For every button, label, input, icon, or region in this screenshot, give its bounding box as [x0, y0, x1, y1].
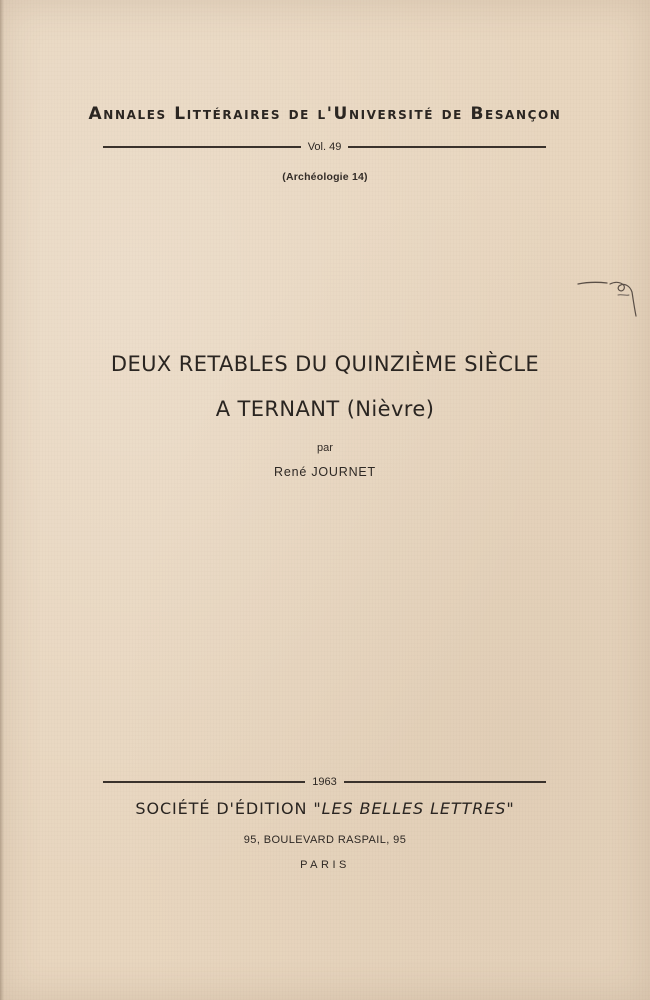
publisher-city: PARIS — [300, 859, 350, 871]
subseries-label: (Archéologie 14) — [282, 171, 368, 183]
title-place: A TERNANT — [215, 397, 340, 421]
author-name: René JOURNET — [274, 465, 376, 479]
publication-year: 1963 — [312, 776, 337, 788]
pencil-scribble-icon — [574, 278, 640, 322]
rule-line-right — [344, 781, 546, 783]
publisher-line — [0, 799, 650, 818]
title-region: (Nièvre) — [346, 397, 435, 421]
rule-line-left — [103, 146, 301, 148]
series-title: Annales Littéraires de l'Université de Besançon — [88, 104, 562, 124]
book-title-line-1: DEUX RETABLES DU QUINZIÈME SIÈCLE — [110, 352, 540, 376]
rule-line-right — [348, 146, 546, 148]
book-title-line-2 — [0, 397, 650, 421]
publisher-name: "LES BELLES LETTRES" — [313, 799, 515, 818]
cover-edge-shadow — [0, 0, 4, 1000]
volume-number: Vol. 49 — [307, 141, 342, 153]
by-label: par — [317, 442, 333, 454]
volume-rule — [103, 139, 546, 155]
publisher-prefix: SOCIÉTÉ D'ÉDITION — [135, 799, 308, 818]
publisher-address: 95, BOULEVARD RASPAIL, 95 — [243, 834, 407, 846]
year-rule — [103, 774, 546, 790]
rule-line-left — [103, 781, 305, 783]
